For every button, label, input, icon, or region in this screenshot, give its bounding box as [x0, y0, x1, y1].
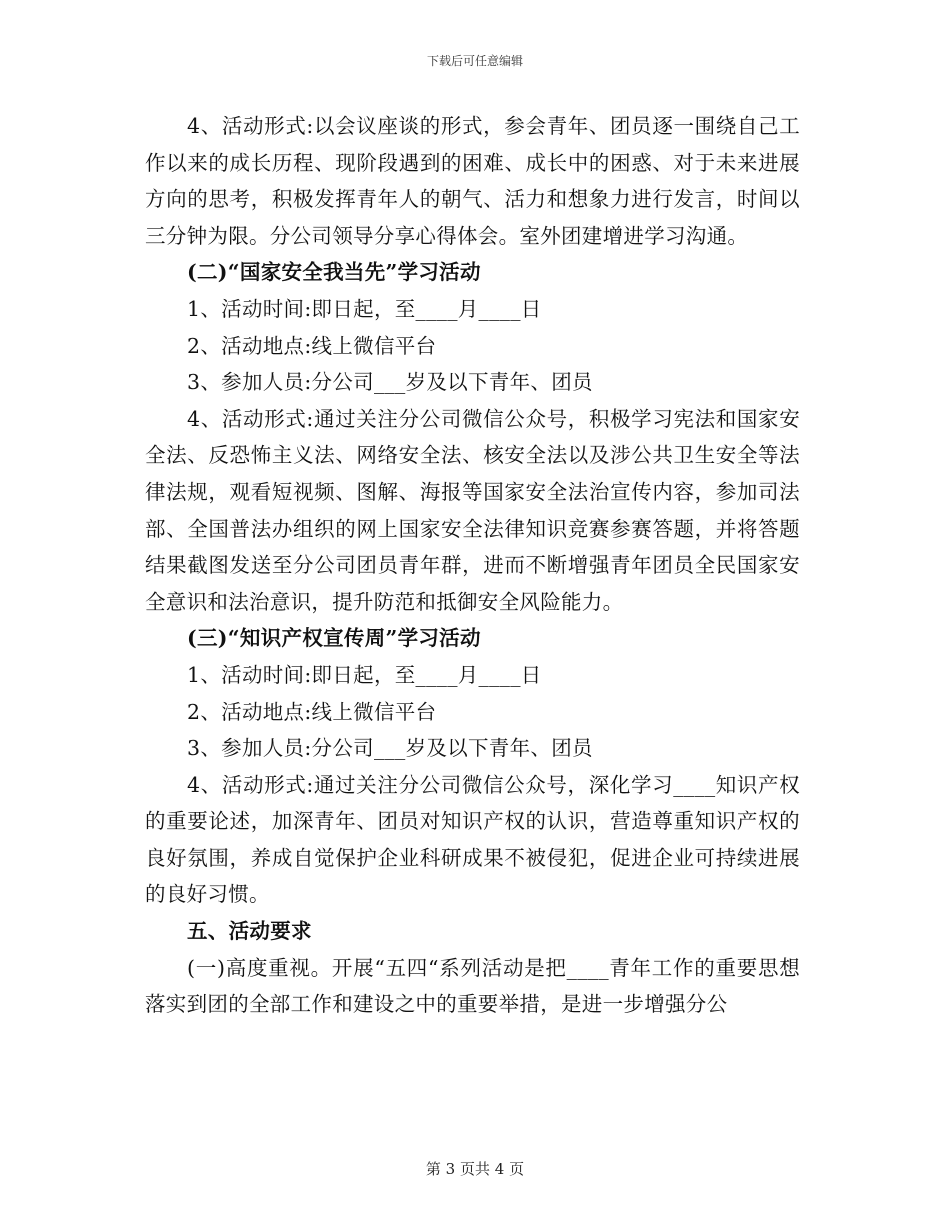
paragraph-activity-location-3: 2、活动地点:线上微信平台	[187, 699, 437, 724]
page-header: 下载后可任意编辑	[426, 54, 523, 68]
section-heading-ip-week: (三)“知识产权宣传周”学习活动	[187, 626, 481, 651]
paragraph-high-importance: (一)高度重视。开展“五四“系列活动是把____青年工作的重要思想落实到团的全部工作和建设之中的重要举措，是进一步增强分公	[145, 955, 800, 1017]
paragraph-activity-location-2: 2、活动地点:线上微信平台	[187, 333, 437, 358]
paragraph-activity-format-2: 4、活动形式:通过关注分公司微信公众号，积极学习宪法和国家安全法、反恐怖主义法、网络安全法、核安全法以及涉公共卫生安全等法律法规，观看短视频、图解、海报等国家安全法治宣传内容，参加司法部、全国普法办组织的网上国家安全法律知识竞赛参赛答题，并将答题结果截图发送至分公司团员青年群，进而不断增强青年团员全民国家安全意识和法治意识，提升防范和抵御安全风险能力。	[145, 406, 800, 614]
paragraph-participants-3: 3、参加人员:分公司___岁及以下青年、团员	[187, 736, 593, 761]
paragraph-participants-2: 3、参加人员:分公司___岁及以下青年、团员	[187, 370, 593, 395]
page-footer: 第 3 页共 4 页	[425, 1160, 525, 1178]
document-body	[145, 108, 800, 1023]
paragraph-activity-format-1: 4、活动形式:以会议座谈的形式，参会青年、团员逐一围绕自己工作以来的成长历程、现阶段遇到的困难、成长中的困惑、对于未来进展方向的思考，积极发挥青年人的朝气、活力和想象力进行发言，时间以三分钟为限。分公司领导分享心得体会。室外团建增进学习沟通。	[145, 114, 800, 248]
paragraph-activity-time-3: 1、活动时间:即日起，至____月____日	[187, 662, 542, 687]
paragraph-activity-time-2: 1、活动时间:即日起，至____月____日	[187, 296, 542, 321]
section-heading-national-security: (二)“国家安全我当先”学习活动	[187, 260, 481, 285]
paragraph-activity-format-3: 4、活动形式:通过关注分公司微信公众号，深化学习____知识产权的重要论述，加深青年、团员对知识产权的认识，营造尊重知识产权的良好氛围，养成自觉保护企业科研成果不被侵犯，促进企业可持续进展的良好习惯。	[145, 772, 800, 907]
section-heading-requirements: 五、活动要求	[187, 919, 312, 944]
